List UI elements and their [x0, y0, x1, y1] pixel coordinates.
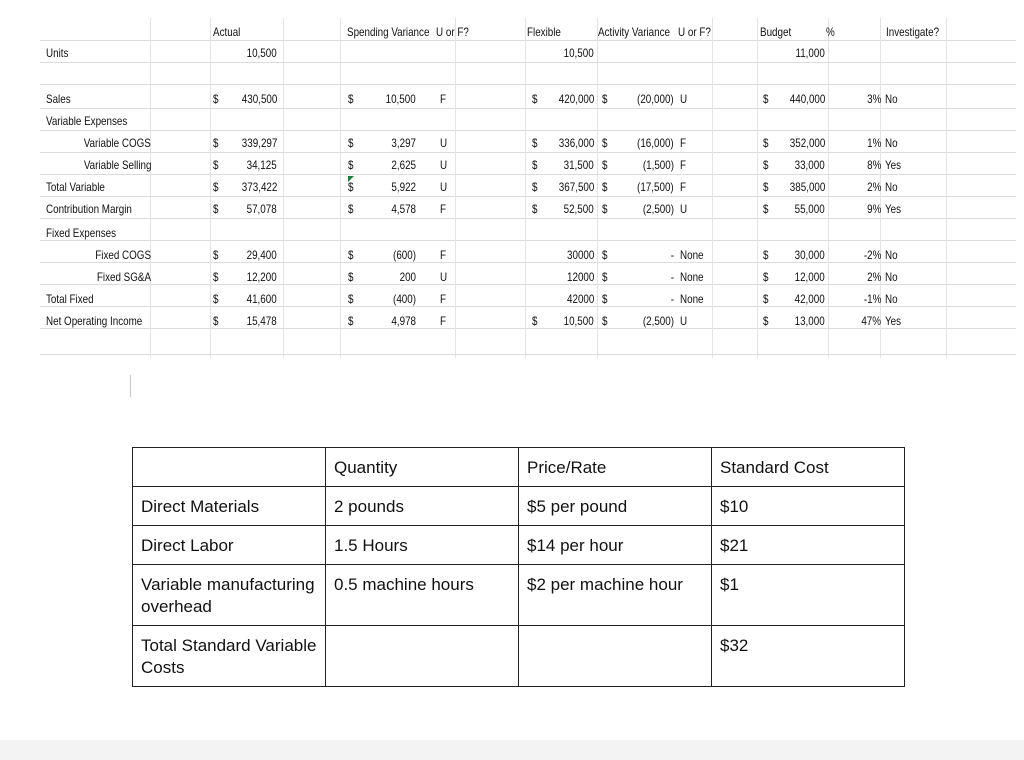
- currency-symbol: $: [348, 248, 354, 262]
- spending-u-or-f: U: [440, 136, 448, 150]
- units-label: Units: [46, 46, 69, 60]
- row-label: Direct Materials: [133, 487, 326, 526]
- quantity-cell: [326, 626, 519, 687]
- header-activity-variance: Activity Variance: [598, 25, 671, 39]
- actual-value: 15,478: [246, 314, 277, 328]
- investigate-value: Yes: [885, 314, 902, 328]
- activity-variance-value: (20,000): [637, 92, 674, 106]
- currency-symbol: $: [213, 202, 219, 216]
- budget-value: 30,000: [794, 248, 825, 262]
- currency-symbol: $: [213, 270, 219, 284]
- budget-value: 33,000: [794, 158, 825, 172]
- percent-value: 9%: [866, 202, 881, 216]
- currency-symbol: $: [348, 202, 354, 216]
- text-cursor: [130, 375, 131, 397]
- activity-variance-value: -: [670, 292, 674, 306]
- currency-symbol: $: [348, 158, 354, 172]
- header-u-or-f-activity: U or F?: [678, 25, 711, 39]
- activity-u-or-f: F: [680, 158, 687, 172]
- currency-symbol: $: [532, 136, 538, 150]
- spending-variance-value: 5,922: [391, 180, 416, 194]
- currency-symbol: $: [348, 292, 354, 306]
- budget-value: 352,000: [789, 136, 825, 150]
- investigate-value: No: [885, 270, 898, 284]
- currency-symbol: $: [602, 292, 608, 306]
- currency-symbol: $: [213, 314, 219, 328]
- flexible-value: 12000: [566, 270, 594, 284]
- spending-u-or-f: U: [440, 158, 448, 172]
- activity-variance-value: (16,000): [637, 136, 674, 150]
- header-standard-cost: Standard Cost: [712, 448, 905, 487]
- spending-variance-value: 4,578: [391, 202, 416, 216]
- spending-u-or-f: F: [440, 292, 447, 306]
- row-label: Fixed COGS: [95, 248, 151, 262]
- header-budget: Budget: [760, 25, 792, 39]
- actual-value: 29,400: [246, 248, 277, 262]
- currency-symbol: $: [213, 158, 219, 172]
- investigate-value: No: [885, 92, 898, 106]
- row-label: Total Variable: [46, 180, 105, 194]
- header-flexible: Flexible: [527, 25, 561, 39]
- cost-cell: $10: [712, 487, 905, 526]
- row-label: Direct Labor: [133, 526, 326, 565]
- activity-u-or-f: F: [680, 136, 687, 150]
- flexible-value: 30000: [566, 248, 594, 262]
- currency-symbol: $: [763, 136, 769, 150]
- flexible-value: 336,000: [558, 136, 594, 150]
- units-budget: 11,000: [795, 46, 825, 60]
- investigate-value: No: [885, 248, 898, 262]
- activity-variance-value: (2,500): [642, 314, 674, 328]
- spending-u-or-f: F: [440, 92, 447, 106]
- activity-u-or-f: U: [680, 314, 688, 328]
- investigate-value: Yes: [885, 158, 902, 172]
- activity-u-or-f: None: [680, 292, 704, 306]
- currency-symbol: $: [213, 136, 219, 150]
- currency-symbol: $: [348, 314, 354, 328]
- budget-value: 55,000: [794, 202, 825, 216]
- header-percent: %: [826, 25, 835, 39]
- budget-value: 385,000: [789, 180, 825, 194]
- flexible-value: 10,500: [563, 314, 594, 328]
- flexible-value: 420,000: [558, 92, 594, 106]
- currency-symbol: $: [763, 270, 769, 284]
- table-row: [133, 565, 905, 626]
- currency-symbol: $: [602, 202, 608, 216]
- activity-u-or-f: None: [680, 270, 704, 284]
- currency-symbol: $: [763, 202, 769, 216]
- currency-symbol: $: [532, 314, 538, 328]
- percent-value: 3%: [866, 92, 881, 106]
- row-label: Total Standard Variable Costs: [133, 626, 326, 687]
- currency-symbol: $: [763, 248, 769, 262]
- price-cell: [519, 626, 712, 687]
- row-label: Fixed SG&A: [96, 270, 151, 284]
- actual-value: 339,297: [241, 136, 277, 150]
- cost-cell: $1: [712, 565, 905, 626]
- quantity-cell: 0.5 machine hours: [326, 565, 519, 626]
- activity-variance-value: (17,500): [637, 180, 674, 194]
- activity-variance-value: -: [670, 270, 674, 284]
- cost-cell: $21: [712, 526, 905, 565]
- row-label: Net Operating Income: [46, 314, 143, 328]
- spending-variance-value: 2,625: [391, 158, 416, 172]
- investigate-value: No: [885, 292, 898, 306]
- header-actual: Actual: [213, 25, 241, 39]
- spending-variance-value: 4,978: [391, 314, 416, 328]
- row-label: Variable manufacturing overhead: [133, 565, 326, 626]
- activity-u-or-f: None: [680, 248, 704, 262]
- table-row: [133, 526, 905, 565]
- table-header-row: [133, 448, 905, 487]
- spending-u-or-f: U: [440, 270, 448, 284]
- currency-symbol: $: [763, 180, 769, 194]
- spending-variance-value: 3,297: [391, 136, 416, 150]
- percent-value: 1%: [866, 136, 881, 150]
- actual-value: 34,125: [246, 158, 277, 172]
- currency-symbol: $: [763, 158, 769, 172]
- currency-symbol: $: [348, 180, 354, 194]
- currency-symbol: $: [602, 180, 608, 194]
- header-price-rate: Price/Rate: [519, 448, 712, 487]
- percent-value: 2%: [866, 180, 881, 194]
- actual-value: 57,078: [246, 202, 277, 216]
- activity-u-or-f: U: [680, 92, 688, 106]
- row-label: Variable COGS: [83, 136, 151, 150]
- budget-value: 42,000: [794, 292, 825, 306]
- percent-value: -1%: [863, 292, 881, 306]
- actual-value: 12,200: [246, 270, 277, 284]
- investigate-value: Yes: [885, 202, 902, 216]
- currency-symbol: $: [213, 248, 219, 262]
- activity-u-or-f: F: [680, 180, 687, 194]
- currency-symbol: $: [532, 92, 538, 106]
- currency-symbol: $: [532, 180, 538, 194]
- currency-symbol: $: [602, 270, 608, 284]
- header-u-or-f-spending: U or F?: [436, 25, 469, 39]
- header-cell: [133, 448, 326, 487]
- spending-u-or-f: F: [440, 248, 447, 262]
- spending-u-or-f: F: [440, 202, 447, 216]
- flexible-value: 42000: [566, 292, 594, 306]
- activity-variance-value: (1,500): [642, 158, 674, 172]
- units-actual: 10,500: [246, 46, 277, 60]
- spending-u-or-f: U: [440, 180, 448, 194]
- budget-value: 12,000: [794, 270, 825, 284]
- currency-symbol: $: [763, 292, 769, 306]
- section-variable-expenses: Variable Expenses: [46, 114, 128, 128]
- currency-symbol: $: [348, 92, 354, 106]
- investigate-value: No: [885, 180, 898, 194]
- currency-symbol: $: [532, 202, 538, 216]
- currency-symbol: $: [213, 92, 219, 106]
- section-fixed-expenses: Fixed Expenses: [46, 226, 117, 240]
- investigate-value: No: [885, 136, 898, 150]
- currency-symbol: $: [763, 314, 769, 328]
- table-row: [133, 626, 905, 687]
- cost-cell: $32: [712, 626, 905, 687]
- percent-value: 8%: [866, 158, 881, 172]
- actual-value: 373,422: [241, 180, 277, 194]
- row-label: Variable Selling: [83, 158, 151, 172]
- price-cell: $14 per hour: [519, 526, 712, 565]
- row-label: Total Fixed: [46, 292, 94, 306]
- flexible-value: 367,500: [558, 180, 594, 194]
- quantity-cell: 1.5 Hours: [326, 526, 519, 565]
- header-spending-variance: Spending Variance: [347, 25, 430, 39]
- activity-u-or-f: U: [680, 202, 688, 216]
- spending-u-or-f: F: [440, 314, 447, 328]
- bottom-bar: [0, 740, 1024, 760]
- row-label: Sales: [46, 92, 71, 106]
- header-investigate: Investigate?: [886, 25, 940, 39]
- budget-value: 13,000: [794, 314, 825, 328]
- spending-variance-value: (400): [393, 292, 416, 306]
- activity-variance-value: -: [670, 248, 674, 262]
- activity-variance-value: (2,500): [642, 202, 674, 216]
- currency-symbol: $: [763, 92, 769, 106]
- row-label: Contribution Margin: [46, 202, 132, 216]
- currency-symbol: $: [602, 136, 608, 150]
- currency-symbol: $: [213, 292, 219, 306]
- currency-symbol: $: [213, 180, 219, 194]
- spending-variance-value: 10,500: [385, 92, 416, 106]
- currency-symbol: $: [532, 158, 538, 172]
- percent-value: 47%: [861, 314, 881, 328]
- currency-symbol: $: [602, 92, 608, 106]
- table-row: [133, 487, 905, 526]
- currency-symbol: $: [602, 314, 608, 328]
- standard-cost-table: [132, 447, 905, 687]
- units-flexible: 10,500: [563, 46, 594, 60]
- percent-value: 2%: [866, 270, 881, 284]
- flexible-value: 31,500: [563, 158, 594, 172]
- actual-value: 430,500: [241, 92, 277, 106]
- spending-variance-value: 200: [399, 270, 416, 284]
- actual-value: 41,600: [246, 292, 277, 306]
- currency-symbol: $: [602, 248, 608, 262]
- percent-value: -2%: [863, 248, 881, 262]
- price-cell: $2 per machine hour: [519, 565, 712, 626]
- currency-symbol: $: [348, 270, 354, 284]
- spending-variance-value: (600): [393, 248, 416, 262]
- currency-symbol: $: [348, 136, 354, 150]
- quantity-cell: 2 pounds: [326, 487, 519, 526]
- flexible-value: 52,500: [563, 202, 594, 216]
- header-quantity: Quantity: [326, 448, 519, 487]
- price-cell: $5 per pound: [519, 487, 712, 526]
- currency-symbol: $: [602, 158, 608, 172]
- budget-value: 440,000: [789, 92, 825, 106]
